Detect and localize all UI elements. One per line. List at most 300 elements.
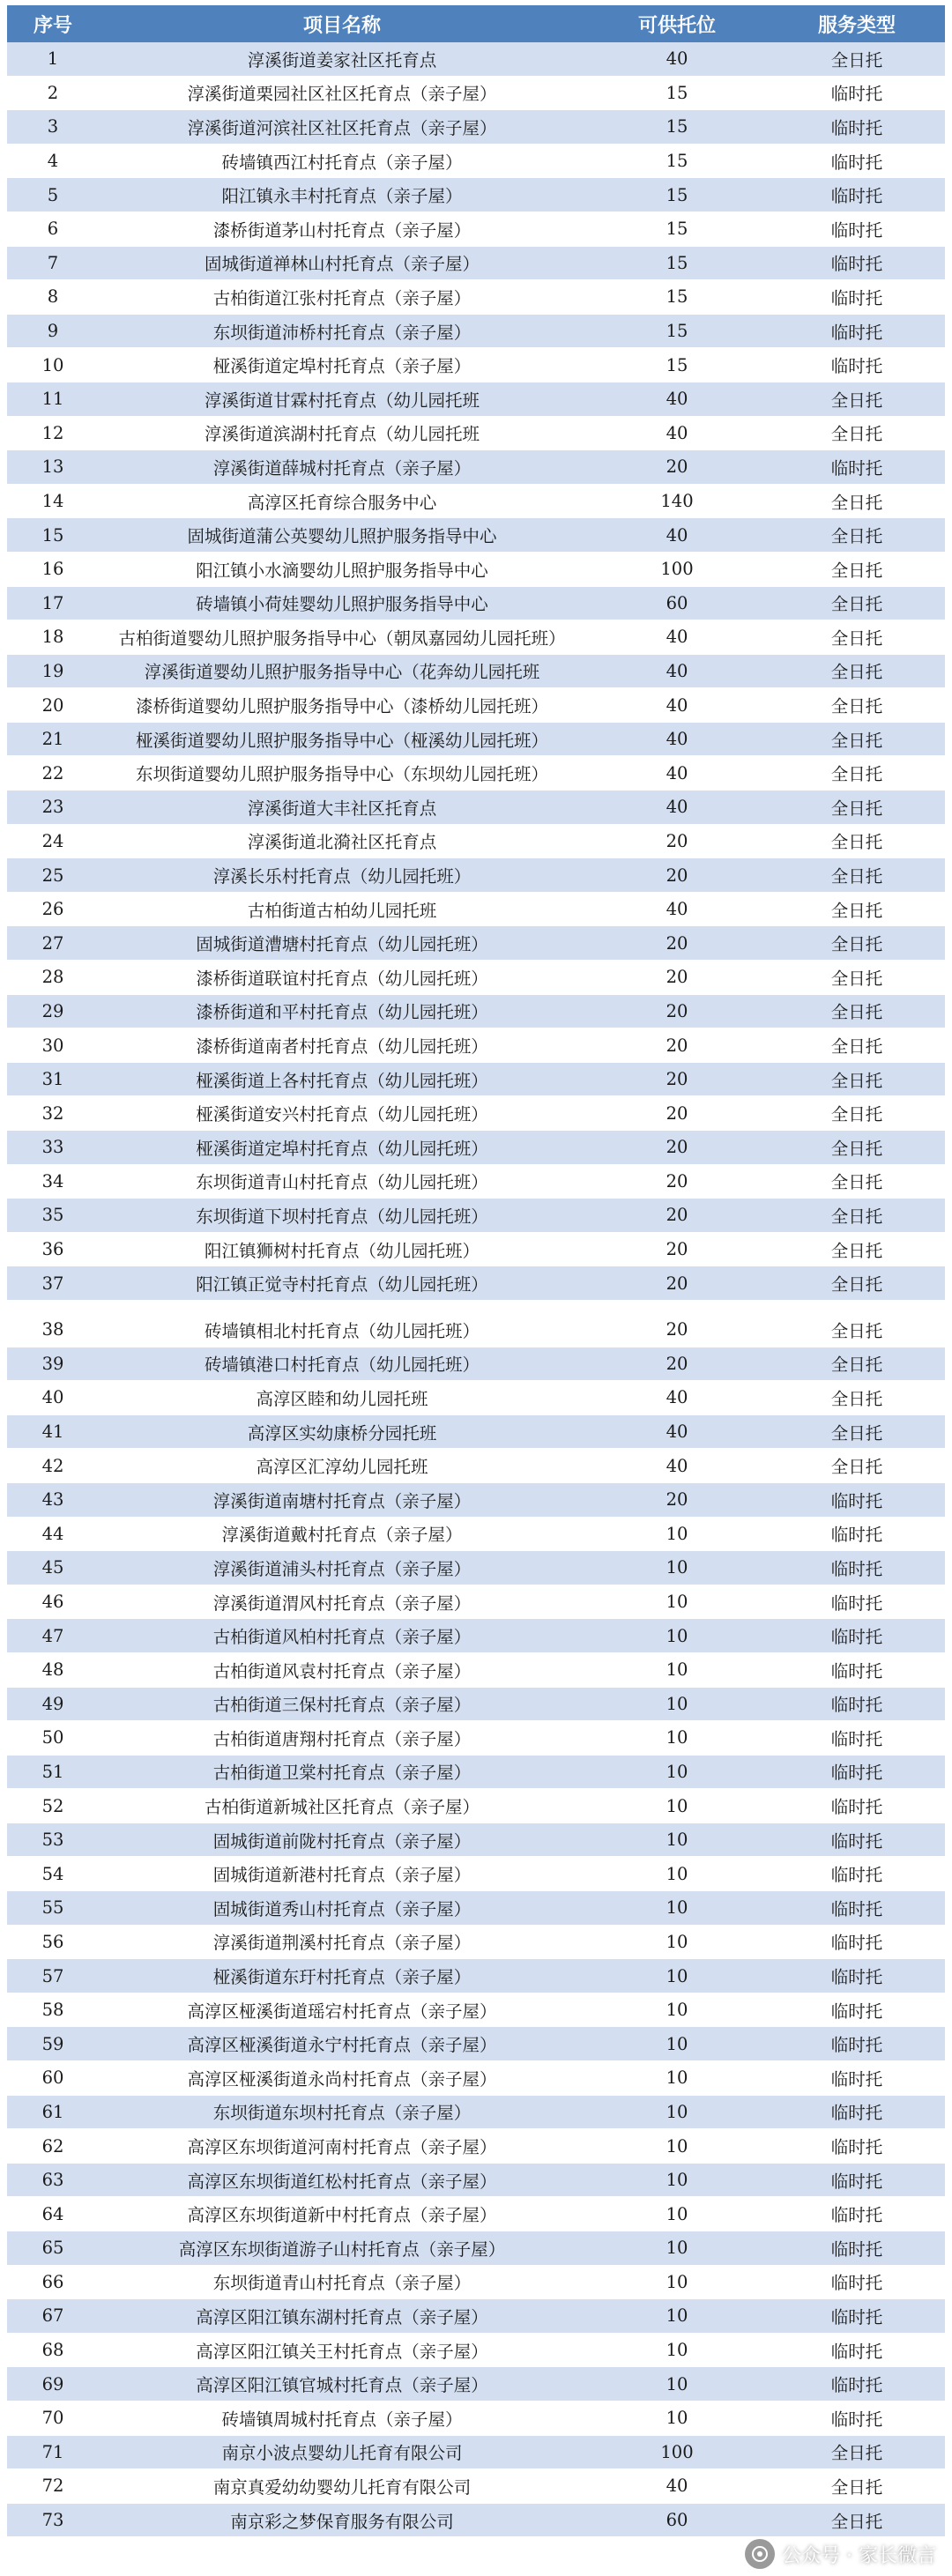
row-capacity: 140 (660, 491, 694, 512)
row-capacity: 40 (666, 2476, 688, 2497)
table-row (7, 1823, 945, 1858)
row-capacity: 10 (666, 2373, 688, 2394)
table-row (7, 1381, 945, 1415)
row-project-name: 高淳区阳江镇关王村托育点（亲子屋） (196, 2341, 488, 2362)
row-index: 69 (41, 2373, 64, 2394)
row-index: 58 (41, 2000, 64, 2021)
table-row (7, 247, 945, 281)
row-service-type: 全日托 (830, 1206, 883, 1227)
row-service-type: 临时托 (830, 186, 883, 207)
table-row (7, 1993, 945, 2028)
header-service-type: 服务类型 (817, 13, 896, 37)
row-capacity: 10 (666, 2033, 688, 2054)
row-service-type: 全日托 (830, 934, 883, 955)
table-row (7, 620, 945, 655)
row-capacity: 10 (666, 2340, 688, 2361)
table-body (7, 42, 945, 2537)
row-index: 52 (41, 1795, 64, 1816)
table-row (7, 280, 945, 315)
row-capacity: 20 (666, 1273, 688, 1294)
row-capacity: 10 (666, 1795, 688, 1816)
row-service-type: 全日托 (830, 1036, 883, 1058)
row-capacity: 10 (666, 1523, 688, 1544)
row-index: 17 (41, 592, 64, 613)
row-service-type: 全日托 (830, 1172, 883, 1193)
row-service-type: 全日托 (830, 798, 883, 819)
table-row (7, 1266, 945, 1301)
row-index: 8 (47, 286, 59, 308)
table-row (7, 1028, 945, 1063)
row-index: 68 (41, 2340, 64, 2361)
row-index: 27 (41, 932, 64, 954)
table-row (7, 1199, 945, 1233)
table-row (7, 212, 945, 247)
row-index: 54 (41, 1863, 64, 1884)
row-index: 57 (41, 1965, 64, 1986)
row-project-name: 高淳区托育综合服务中心 (247, 492, 437, 513)
row-project-name: 桠溪街道定埠村托育点（幼儿园托班） (196, 1138, 488, 1159)
row-index: 55 (41, 1897, 64, 1919)
row-project-name: 高淳区阳江镇东湖村托育点（亲子屋） (196, 2306, 488, 2327)
table-row (7, 825, 945, 859)
row-service-type: 全日托 (830, 866, 883, 887)
row-index: 26 (41, 899, 64, 920)
row-project-name: 砖墙镇周城村托育点（亲子屋） (221, 2409, 463, 2430)
row-index: 10 (41, 354, 64, 375)
table-row (7, 417, 945, 451)
table-row (7, 1959, 945, 1993)
row-service-type: 全日托 (830, 1388, 883, 1409)
row-index: 56 (41, 1931, 64, 1952)
row-service-type: 全日托 (830, 627, 883, 649)
row-capacity: 20 (666, 865, 688, 886)
table-row (7, 1619, 945, 1653)
table-row (7, 1233, 945, 1267)
row-index: 38 (41, 1319, 64, 1340)
row-index: 34 (41, 1170, 64, 1191)
row-capacity: 10 (666, 1931, 688, 1952)
table-row (7, 2027, 945, 2061)
row-index: 43 (41, 1489, 64, 1511)
row-project-name: 高淳区东坝街道游子山村托育点（亲子屋） (178, 2238, 506, 2260)
row-service-type: 全日托 (830, 832, 883, 853)
row-index: 12 (41, 422, 64, 443)
row-index: 7 (47, 252, 59, 273)
row-project-name: 淳溪街道栗园社区社区托育点（亲子屋） (187, 84, 497, 105)
table-row (7, 1789, 945, 1823)
row-index: 39 (41, 1353, 64, 1374)
table-row (7, 926, 945, 961)
row-index: 3 (47, 116, 59, 137)
row-capacity: 40 (666, 422, 688, 443)
row-project-name: 阳江镇永丰村托育点（亲子屋） (221, 186, 463, 207)
row-project-name: 阳江镇正觉寺村托育点（幼儿园托班） (196, 1274, 488, 1295)
table-row (7, 2231, 945, 2266)
row-project-name: 古柏街道三保村托育点（亲子屋） (212, 1695, 472, 1716)
row-project-name: 高淳区阳江镇官城村托育点（亲子屋） (196, 2375, 488, 2396)
row-index: 46 (41, 1592, 64, 1613)
row-service-type: 全日托 (830, 1320, 883, 1341)
row-project-name: 桠溪街道东玗村托育点（亲子屋） (212, 1967, 472, 1988)
table-row (7, 1449, 945, 1483)
row-capacity: 10 (666, 2135, 688, 2157)
table-row (7, 485, 945, 519)
row-service-type: 临时托 (830, 1763, 883, 1784)
row-project-name: 桠溪街道定埠村托育点（亲子屋） (212, 356, 472, 377)
row-capacity: 20 (666, 1489, 688, 1511)
row-project-name: 淳溪街道婴幼儿照护服务指导中心（花奔幼儿园托班 (144, 662, 540, 683)
table-row (7, 1096, 945, 1131)
row-service-type: 临时托 (830, 2137, 883, 2158)
table-row (7, 1688, 945, 1722)
table-row (7, 315, 945, 349)
table-row (7, 791, 945, 825)
row-service-type: 全日托 (830, 900, 883, 921)
row-project-name: 淳溪街道滨湖村托育点（幼儿园托班 (204, 424, 480, 445)
table-row (7, 688, 945, 723)
row-index: 32 (41, 1102, 64, 1124)
row-service-type: 临时托 (830, 2171, 883, 2192)
table-row (7, 1518, 945, 1552)
row-capacity: 20 (666, 932, 688, 954)
header-index: 序号 (33, 13, 72, 37)
row-project-name: 高淳区桠溪街道瑶宕村托育点（亲子屋） (187, 2001, 497, 2022)
row-project-name: 漆桥街道和平村托育点（幼儿园托班） (196, 1002, 488, 1023)
table-row (7, 110, 945, 145)
table-row (7, 2096, 945, 2130)
row-project-name: 东坝街道沛桥村托育点（亲子屋） (212, 322, 472, 343)
row-capacity: 10 (666, 1863, 688, 1884)
row-capacity: 10 (666, 2067, 688, 2089)
header-project-name: 项目名称 (302, 13, 381, 37)
table-row (7, 961, 945, 995)
row-service-type: 全日托 (830, 1355, 883, 1376)
row-project-name: 桠溪街道安兴村托育点（幼儿园托班） (196, 1104, 488, 1125)
table-row (7, 145, 945, 179)
row-service-type: 全日托 (830, 49, 883, 71)
row-capacity: 10 (666, 1693, 688, 1714)
row-service-type: 全日托 (830, 1070, 883, 1091)
row-project-name: 漆桥街道茅山村托育点（亲子屋） (212, 219, 472, 241)
row-capacity: 10 (666, 2305, 688, 2327)
row-index: 64 (41, 2203, 64, 2224)
row-capacity: 40 (666, 1387, 688, 1408)
row-index: 71 (41, 2441, 64, 2462)
table-row (7, 178, 945, 212)
row-capacity: 10 (666, 1897, 688, 1919)
row-capacity: 40 (666, 797, 688, 818)
table-row (7, 1551, 945, 1585)
row-project-name: 固城街道禅林山村托育点（亲子屋） (204, 254, 480, 275)
row-capacity: 15 (666, 116, 688, 137)
row-index: 40 (41, 1387, 64, 1408)
row-index: 1 (47, 48, 59, 70)
row-index: 61 (41, 2101, 64, 2122)
row-capacity: 20 (666, 1102, 688, 1124)
table-row (7, 1891, 945, 1926)
row-capacity: 15 (666, 252, 688, 273)
row-project-name: 东坝街道婴幼儿照护服务指导中心（东坝幼儿园托班） (135, 764, 548, 785)
row-capacity: 100 (660, 2441, 694, 2462)
row-capacity: 20 (666, 457, 688, 478)
row-project-name: 古柏街道风柏村托育点（亲子屋） (212, 1627, 472, 1648)
table-row (7, 756, 945, 791)
row-service-type: 全日托 (830, 662, 883, 683)
row-service-type: 全日托 (830, 2511, 883, 2532)
row-project-name: 阳江镇小水滴婴幼儿照护服务指导中心 (196, 560, 488, 581)
row-index: 16 (41, 559, 64, 580)
row-service-type: 临时托 (830, 1525, 883, 1546)
row-project-name: 古柏街道古柏幼儿园托班 (247, 900, 437, 921)
row-service-type: 临时托 (830, 84, 883, 105)
row-capacity: 40 (666, 524, 688, 546)
row-project-name: 漆桥街道婴幼儿照护服务指导中心（漆桥幼儿园托班） (135, 696, 548, 717)
row-capacity: 20 (666, 1035, 688, 1056)
row-project-name: 南京彩之梦保育服务有限公司 (230, 2511, 454, 2532)
row-capacity: 15 (666, 321, 688, 342)
row-project-name: 东坝街道下坝村托育点（幼儿园托班） (196, 1206, 488, 1227)
row-service-type: 临时托 (830, 2409, 883, 2430)
row-capacity: 40 (666, 389, 688, 410)
row-index: 22 (41, 762, 64, 783)
row-project-name: 高淳区东坝街道河南村托育点（亲子屋） (187, 2137, 497, 2158)
row-service-type: 全日托 (830, 492, 883, 513)
watermark (745, 2539, 936, 2569)
table-row (7, 1857, 945, 1891)
row-index: 66 (41, 2271, 64, 2292)
row-index: 41 (41, 1422, 64, 1443)
row-project-name: 淳溪长乐村托育点（幼儿园托班） (212, 866, 472, 887)
row-project-name: 砖墙镇相北村托育点（幼儿园托班） (204, 1320, 480, 1341)
table-row (7, 655, 945, 689)
row-service-type: 全日托 (830, 764, 883, 785)
row-service-type: 全日托 (830, 1104, 883, 1125)
row-index: 21 (41, 729, 64, 750)
row-index: 45 (41, 1557, 64, 1578)
table-row (7, 1415, 945, 1450)
row-project-name: 淳溪街道浦头村托育点（亲子屋） (212, 1558, 472, 1579)
row-index: 50 (41, 1727, 64, 1748)
table-row (7, 1131, 945, 1165)
table-row (7, 553, 945, 587)
row-project-name: 固城街道蒲公英婴幼儿照护服务指导中心 (187, 526, 497, 547)
row-project-name: 漆桥街道南者村托育点（幼儿园托班） (196, 1036, 488, 1058)
table-row (7, 2367, 945, 2402)
row-project-name: 高淳区东坝街道新中村托育点（亲子屋） (187, 2205, 497, 2226)
row-service-type: 全日托 (830, 424, 883, 445)
table-row (7, 518, 945, 553)
row-service-type: 临时托 (830, 2238, 883, 2260)
row-project-name: 高淳区桠溪街道永宁村托育点（亲子屋） (187, 2035, 497, 2056)
row-service-type: 临时托 (830, 2273, 883, 2294)
table-row (7, 995, 945, 1029)
row-index: 5 (47, 184, 59, 205)
row-capacity: 15 (666, 151, 688, 172)
table-row (7, 2197, 945, 2231)
row-service-type: 临时托 (830, 254, 883, 275)
table-row (7, 2266, 945, 2300)
row-capacity: 40 (666, 694, 688, 716)
row-capacity: 20 (666, 1205, 688, 1226)
row-capacity: 15 (666, 82, 688, 103)
row-service-type: 临时托 (830, 2103, 883, 2124)
table-row (7, 723, 945, 757)
row-project-name: 固城街道漕塘村托育点（幼儿园托班） (196, 934, 488, 955)
row-service-type: 临时托 (830, 457, 883, 479)
table-row (7, 1721, 945, 1756)
row-capacity: 20 (666, 1319, 688, 1340)
row-project-name: 古柏街道风袁村托育点（亲子屋） (212, 1660, 472, 1681)
row-index: 30 (41, 1035, 64, 1056)
row-index: 31 (41, 1069, 64, 1090)
row-project-name: 高淳区桠溪街道永尚村托育点（亲子屋） (187, 2068, 497, 2090)
row-project-name: 东坝街道青山村托育点（幼儿园托班） (196, 1172, 488, 1193)
row-service-type: 临时托 (830, 1865, 883, 1886)
row-service-type: 临时托 (830, 2341, 883, 2362)
row-capacity: 10 (666, 1761, 688, 1782)
table-row (7, 382, 945, 417)
row-service-type: 临时托 (830, 2001, 883, 2022)
row-service-type: 临时托 (830, 2035, 883, 2056)
row-capacity: 40 (666, 1455, 688, 1476)
row-index: 14 (41, 491, 64, 512)
row-project-name: 淳溪街道薛城村托育点（亲子屋） (212, 457, 472, 479)
table-row (7, 2129, 945, 2164)
row-capacity: 10 (666, 1659, 688, 1681)
row-capacity: 20 (666, 1353, 688, 1374)
row-project-name: 淳溪街道甘霖村托育点（幼儿园托班 (204, 390, 480, 411)
row-index: 63 (41, 2170, 64, 2191)
row-service-type: 全日托 (830, 696, 883, 717)
row-service-type: 全日托 (830, 1240, 883, 1261)
row-project-name: 砖墙镇港口村托育点（幼儿园托班） (204, 1355, 480, 1376)
row-capacity: 10 (666, 1965, 688, 1986)
row-service-type: 临时托 (830, 1830, 883, 1852)
row-index: 29 (41, 1000, 64, 1021)
row-index: 6 (47, 219, 59, 240)
row-index: 62 (41, 2135, 64, 2157)
row-index: 47 (41, 1625, 64, 1646)
row-service-type: 临时托 (830, 1627, 883, 1648)
row-index: 60 (41, 2067, 64, 2089)
row-service-type: 全日托 (830, 2443, 883, 2464)
row-index: 11 (41, 389, 64, 410)
row-project-name: 东坝街道青山村托育点（亲子屋） (212, 2273, 472, 2294)
row-capacity: 40 (666, 729, 688, 750)
row-index: 42 (41, 1455, 64, 1476)
row-capacity: 20 (666, 1069, 688, 1090)
table-row (7, 2299, 945, 2334)
table-header (7, 5, 945, 42)
childcare-table (7, 5, 945, 2537)
row-capacity: 60 (666, 2510, 688, 2531)
row-capacity: 40 (666, 660, 688, 681)
row-capacity: 15 (666, 286, 688, 308)
wechat-icon (745, 2539, 775, 2569)
row-service-type: 全日托 (830, 560, 883, 581)
row-capacity: 20 (666, 1137, 688, 1158)
row-service-type: 临时托 (830, 1592, 883, 1614)
row-index: 37 (41, 1273, 64, 1294)
table-gap (7, 1301, 945, 1313)
row-service-type: 全日托 (830, 730, 883, 751)
row-service-type: 全日托 (830, 2476, 883, 2498)
watermark-text: 公众号 · 家长微言 (782, 2544, 936, 2567)
table-row (7, 1165, 945, 1199)
row-project-name: 东坝街道东坝村托育点（亲子屋） (212, 2103, 472, 2124)
row-service-type: 临时托 (830, 2306, 883, 2327)
row-project-name: 砖墙镇小荷娃婴幼儿照护服务指导中心 (196, 594, 488, 615)
row-project-name: 淳溪街道姜家社区托育点 (247, 49, 437, 71)
row-index: 72 (41, 2476, 64, 2497)
row-index: 73 (41, 2510, 64, 2531)
row-service-type: 全日托 (830, 1457, 883, 1478)
row-capacity: 10 (666, 1727, 688, 1748)
row-service-type: 全日托 (830, 594, 883, 615)
row-service-type: 临时托 (830, 322, 883, 343)
row-service-type: 全日托 (830, 1274, 883, 1295)
row-capacity: 10 (666, 2203, 688, 2224)
row-index: 53 (41, 1830, 64, 1851)
row-project-name: 古柏街道江张村托育点（亲子屋） (212, 287, 472, 308)
row-project-name: 淳溪街道河滨社区社区托育点（亲子屋） (187, 117, 497, 138)
row-project-name: 淳溪街道戴村托育点（亲子屋） (221, 1525, 463, 1546)
row-service-type: 全日托 (830, 1422, 883, 1444)
table-row (7, 2164, 945, 2198)
row-project-name: 淳溪街道渭风村托育点（亲子屋） (212, 1592, 472, 1614)
row-capacity: 10 (666, 2170, 688, 2191)
table-row (7, 587, 945, 621)
row-project-name: 漆桥街道联谊村托育点（幼儿园托班） (196, 968, 488, 989)
row-service-type: 全日托 (830, 1002, 883, 1023)
header-capacity: 可供托位 (637, 13, 716, 37)
row-service-type: 临时托 (830, 2375, 883, 2396)
row-index: 70 (41, 2408, 64, 2429)
table-row (7, 348, 945, 382)
row-service-type: 全日托 (830, 390, 883, 411)
row-capacity: 40 (666, 48, 688, 70)
row-capacity: 60 (666, 592, 688, 613)
table-row (7, 450, 945, 485)
row-project-name: 淳溪街道北漪社区托育点 (247, 832, 437, 853)
row-service-type: 临时托 (830, 1797, 883, 1818)
row-service-type: 临时托 (830, 356, 883, 377)
row-project-name: 古柏街道婴幼儿照护服务指导中心（朝凤嘉园幼儿园托班） (118, 627, 566, 649)
row-index: 2 (47, 82, 59, 103)
row-service-type: 临时托 (830, 287, 883, 308)
row-index: 59 (41, 2033, 64, 2054)
table-row (7, 2504, 945, 2538)
row-capacity: 100 (660, 559, 694, 580)
row-index: 20 (41, 694, 64, 716)
table-row (7, 42, 945, 77)
table-row (7, 2334, 945, 2368)
row-capacity: 10 (666, 2408, 688, 2429)
row-index: 48 (41, 1659, 64, 1681)
row-service-type: 临时托 (830, 1967, 883, 1988)
table-row (7, 2061, 945, 2096)
row-capacity: 10 (666, 1557, 688, 1578)
table-row (7, 1653, 945, 1688)
row-project-name: 固城街道秀山村托育点（亲子屋） (212, 1898, 472, 1919)
row-index: 19 (41, 660, 64, 681)
table-row (7, 1585, 945, 1620)
row-service-type: 临时托 (830, 1728, 883, 1749)
row-capacity: 20 (666, 830, 688, 851)
row-capacity: 20 (666, 1239, 688, 1260)
row-index: 24 (41, 830, 64, 851)
row-capacity: 40 (666, 762, 688, 783)
